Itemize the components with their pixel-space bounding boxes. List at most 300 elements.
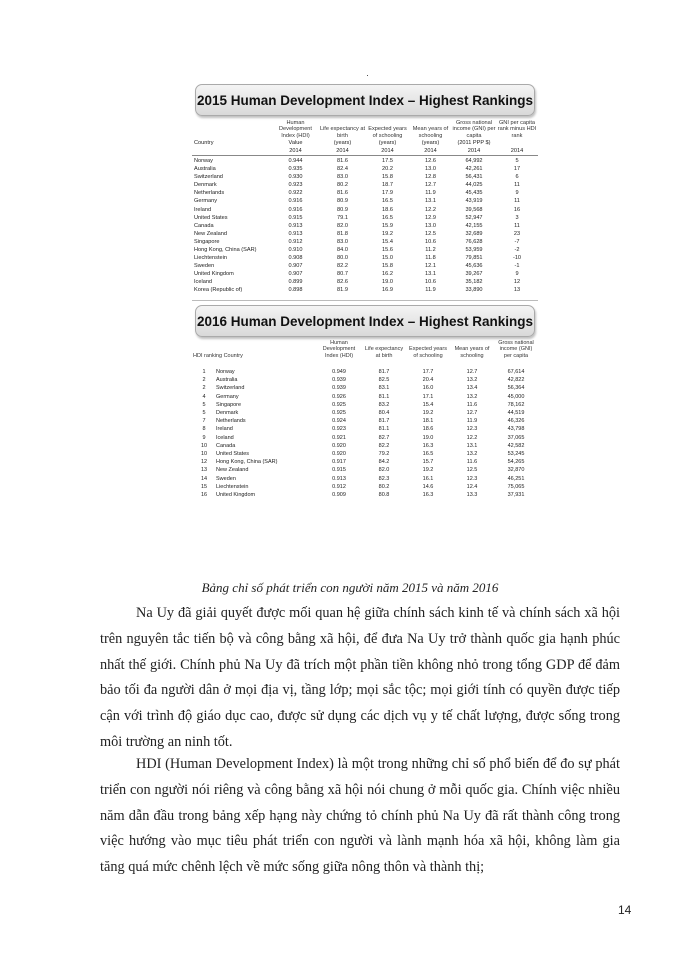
- value-cell: 45,000: [507, 393, 525, 400]
- value-cell: 11.9: [425, 190, 436, 197]
- value-cell: 32,870: [507, 467, 525, 474]
- table-row: [192, 384, 538, 392]
- value-cell: 0.909: [332, 491, 346, 498]
- country-cell: Norway: [216, 368, 235, 375]
- value-cell: 16.2: [382, 270, 393, 277]
- table-row: [192, 434, 538, 442]
- value-cell: 6: [515, 174, 519, 181]
- table-row: [192, 278, 538, 286]
- value-cell: 19.0: [382, 278, 393, 285]
- table-row: [192, 222, 538, 230]
- value-cell: 16.3: [422, 442, 434, 449]
- table-row: [192, 442, 538, 450]
- country-cell: Korea (Republic of): [194, 286, 243, 293]
- value-cell: 0.908: [288, 254, 303, 261]
- value-cell: 17.1: [422, 393, 434, 400]
- value-cell: 43,798: [507, 426, 525, 433]
- table-row: [192, 165, 538, 173]
- rank-cell: 15: [200, 483, 208, 490]
- table-2015-subheader: [192, 139, 538, 147]
- value-cell: 82.0: [378, 467, 390, 474]
- rank-cell: 9: [202, 434, 206, 441]
- rank-cell: 4: [202, 393, 206, 400]
- value-cell: 12.5: [425, 230, 436, 237]
- value-cell: 46,326: [507, 418, 525, 425]
- value-cell: 83.1: [378, 385, 390, 392]
- value-cell: 11.9: [425, 286, 436, 293]
- value-cell: 23: [513, 230, 521, 237]
- value-cell: 5: [496, 156, 538, 166]
- value-cell: 13.2: [466, 393, 478, 400]
- rank-cell: 1: [202, 368, 206, 375]
- value-cell: 15.4: [382, 238, 393, 245]
- value-cell: 0.915: [332, 467, 346, 474]
- value-cell: 80.2: [378, 483, 390, 490]
- value-cell: 19.2: [382, 230, 393, 237]
- header-cell: Gross national income (GNI) per capita: [498, 340, 534, 359]
- value-cell: 0.926: [332, 393, 346, 400]
- table-row: [192, 483, 538, 491]
- value-cell: 81.1: [378, 393, 390, 400]
- rank-cell: 5: [202, 409, 206, 416]
- value-cell: 82.2: [378, 442, 390, 449]
- value-cell: 80.7: [337, 270, 348, 277]
- value-cell: 79.2: [378, 450, 390, 457]
- value-cell: 0.922: [288, 190, 303, 197]
- value-cell: 12.3: [466, 475, 478, 482]
- value-cell: 11.9: [466, 418, 478, 425]
- country-cell: United Kingdom: [216, 491, 256, 498]
- body-paragraph: [100, 601, 620, 756]
- value-cell: 42,582: [507, 442, 525, 449]
- value-cell: 20.4: [422, 377, 434, 384]
- page-mark: ·: [366, 70, 369, 80]
- table-row: [192, 417, 538, 425]
- country-cell: Sweden: [194, 262, 215, 269]
- value-cell: 11.6: [466, 401, 478, 408]
- table-2015: [192, 120, 538, 294]
- value-cell: 0.907: [288, 270, 303, 277]
- country-cell: Hong Kong, China (SAR): [216, 459, 278, 466]
- header-cell: Life expectancy at birth: [364, 346, 404, 359]
- value-cell: 0.913: [332, 475, 346, 482]
- country-cell: Netherlands: [194, 190, 225, 197]
- value-cell: 12.7: [466, 409, 478, 416]
- value-cell: 0.944: [272, 156, 319, 166]
- value-cell: 18.6: [422, 426, 434, 433]
- value-cell: 0.935: [288, 166, 303, 173]
- value-cell: 15.6: [382, 246, 393, 253]
- table-row: [192, 181, 538, 189]
- value-cell: 0.923: [288, 182, 303, 189]
- table-row: [192, 450, 538, 458]
- value-cell: 12.6: [409, 156, 452, 166]
- value-cell: 80.4: [378, 409, 390, 416]
- value-cell: 0.913: [288, 222, 303, 229]
- year-cell: 2014: [424, 148, 437, 155]
- value-cell: 0.899: [288, 278, 303, 285]
- country-cell: Hong Kong, China (SAR): [194, 246, 257, 253]
- value-cell: 0.925: [332, 409, 346, 416]
- value-cell: -1: [514, 262, 520, 269]
- value-cell: 82.0: [337, 222, 348, 229]
- value-cell: 81.7: [378, 368, 390, 375]
- value-cell: 0.913: [288, 230, 303, 237]
- value-cell: 12: [513, 278, 521, 285]
- subheader-cell: [496, 139, 538, 147]
- country-cell: Germany: [216, 393, 239, 400]
- value-cell: 11: [514, 198, 520, 205]
- subheader-cell: (years): [333, 140, 352, 147]
- value-cell: 0.907: [288, 262, 303, 269]
- value-cell: 32,689: [465, 230, 483, 237]
- rank-cell: 5: [202, 401, 206, 408]
- rank-cell: 8: [202, 426, 206, 433]
- value-cell: 11: [514, 222, 520, 229]
- value-cell: 80.8: [378, 491, 390, 498]
- country-cell: Denmark: [216, 409, 239, 416]
- table-row: [192, 409, 538, 417]
- value-cell: 9: [515, 270, 519, 277]
- value-cell: 45,435: [465, 190, 483, 197]
- table-row: [192, 360, 538, 376]
- table-row: [192, 156, 538, 166]
- value-cell: 42,822: [507, 377, 525, 384]
- hdi-figure: [192, 84, 538, 499]
- country-cell: United States: [216, 450, 250, 457]
- value-cell: 81.1: [378, 426, 390, 433]
- country-cell: New Zealand: [216, 467, 249, 474]
- value-cell: 0.925: [332, 401, 346, 408]
- value-cell: 33,890: [465, 286, 483, 293]
- header-cell: Gross national income (GNI) per capita: [452, 120, 496, 139]
- country-cell: Singapore: [194, 238, 220, 245]
- header-cell: [192, 120, 272, 139]
- body-paragraph: [100, 752, 620, 881]
- paragraph-text: Na Uy đã giải quyết được mối quan hệ giữa chính sách kinh tế và chính sách xã hội trên nguyên tắc tiến bộ và công bằng xã hội, để đưa Na Uy trở thành quốc gia hạnh phúc nhất thế giới. Chính phủ Na Uy đã trích một phần tiền không nhỏ trong tổng GDP để đảm bảo tối đa người dân ở mọi địa vị, tầng lớp; mọi sắc tộc; mọi giới tính có quyền được tiếp cận với trình độ giáo dục cao, được sử dụng các dịch vụ y tế chất lượng, được sống trong môi trường an ninh tốt.: [100, 605, 620, 750]
- value-cell: 84.0: [337, 246, 348, 253]
- value-cell: 0.949: [332, 368, 346, 375]
- country-cell: Iceland: [216, 434, 234, 441]
- page-number: 14: [618, 903, 632, 917]
- paragraph-text: HDI (Human Development Index) là một trong những chỉ số phổ biến để đo sự phát triển con người nói riêng và công bằng xã hội nói chung ở mỗi quốc gia. Chính việc nhiều năm dẫn đầu trong bảng xếp hạng này chứng tỏ chính phủ Na Uy đã rất thành công trong việc hướng vào mục tiêu phát triển con người và lành mạnh hóa xã hội, không làm gia tăng quá mức chênh lệch về mức sống giữa nông thôn và thành thị;: [100, 756, 620, 876]
- value-cell: 12.7: [466, 368, 478, 375]
- country-cell: Sweden: [216, 475, 236, 482]
- value-cell: 13.1: [466, 442, 478, 449]
- country-cell: Iceland: [194, 278, 213, 285]
- value-cell: 10.6: [425, 278, 436, 285]
- table-row: [192, 246, 538, 254]
- value-cell: 20.2: [382, 166, 393, 173]
- value-cell: 78,162: [507, 401, 525, 408]
- value-cell: 0.917: [332, 459, 346, 466]
- table-row: [192, 230, 538, 238]
- value-cell: 13.3: [466, 491, 478, 498]
- value-cell: -2: [514, 246, 520, 253]
- value-cell: 80.9: [337, 198, 348, 205]
- value-cell: 53,959: [465, 246, 483, 253]
- header-cell: Expected years of schooling: [368, 126, 407, 139]
- value-cell: 56,364: [507, 385, 525, 392]
- value-cell: 12.4: [466, 483, 478, 490]
- value-cell: 11: [514, 182, 520, 189]
- value-cell: -7: [514, 238, 520, 245]
- value-cell: 75,065: [507, 483, 525, 490]
- value-cell: 17: [513, 166, 521, 173]
- value-cell: 0.923: [332, 426, 346, 433]
- value-cell: 16: [513, 206, 521, 213]
- value-cell: 0.910: [288, 246, 303, 253]
- value-cell: 12.1: [425, 262, 436, 269]
- subheader-cell: (years): [421, 140, 440, 147]
- value-cell: 44,519: [507, 409, 525, 416]
- value-cell: 82.6: [337, 278, 348, 285]
- value-cell: 39,568: [465, 206, 483, 213]
- country-cell: United States: [194, 214, 228, 221]
- country-cell: Australia: [216, 377, 238, 384]
- year-cell: 2014: [510, 148, 524, 155]
- country-cell: Liechtenstein: [194, 254, 227, 261]
- value-cell: 16.5: [382, 214, 393, 221]
- value-cell: 16.0: [422, 385, 434, 392]
- year-cell: 2014: [467, 148, 481, 155]
- value-cell: 80.2: [337, 182, 348, 189]
- country-cell: United Kingdom: [194, 270, 234, 277]
- value-cell: 15.7: [422, 459, 434, 466]
- value-cell: 44,025: [465, 182, 483, 189]
- value-cell: 9: [515, 190, 519, 197]
- country-cell: New Zealand: [194, 230, 227, 237]
- value-cell: 83.0: [337, 174, 348, 181]
- value-cell: 42,155: [465, 222, 483, 229]
- rank-cell: 2: [202, 385, 206, 392]
- value-cell: 82.3: [378, 475, 390, 482]
- table-row: [192, 393, 538, 401]
- rank-cell: 12: [200, 459, 208, 466]
- rank-cell: 16: [200, 491, 208, 498]
- value-cell: 11.8: [425, 254, 436, 261]
- value-cell: 37,931: [507, 491, 525, 498]
- value-cell: 0.939: [332, 377, 346, 384]
- value-cell: 43,919: [465, 198, 483, 205]
- value-cell: 82.4: [337, 166, 348, 173]
- table-row: [192, 286, 538, 294]
- value-cell: 13.4: [466, 385, 478, 392]
- value-cell: 0.912: [288, 238, 303, 245]
- value-cell: 81.6: [319, 156, 366, 166]
- value-cell: 11.6: [466, 459, 478, 466]
- value-cell: 45,636: [465, 262, 483, 269]
- country-cell: Netherlands: [216, 418, 246, 425]
- value-cell: 46,251: [507, 475, 525, 482]
- subheader-cell: (years): [378, 140, 397, 147]
- table-2016: [192, 339, 538, 499]
- value-cell: 81.8: [337, 230, 348, 237]
- value-cell: 0.921: [332, 434, 346, 441]
- value-cell: 16.1: [422, 475, 434, 482]
- value-cell: 11.2: [425, 246, 436, 253]
- value-cell: -10: [512, 254, 522, 261]
- rank-cell: 2: [202, 377, 206, 384]
- value-cell: 13.0: [425, 222, 436, 229]
- value-cell: 83.2: [378, 401, 390, 408]
- value-cell: 37,065: [507, 434, 525, 441]
- value-cell: 12.5: [466, 467, 478, 474]
- value-cell: 13.2: [466, 450, 478, 457]
- table-row: [192, 270, 538, 278]
- year-cell: 2014: [381, 148, 394, 155]
- value-cell: 79.1: [337, 214, 348, 221]
- value-cell: 18.7: [382, 182, 393, 189]
- table-row: [192, 173, 538, 181]
- country-cell: Switzerland: [194, 174, 223, 181]
- value-cell: 0.920: [332, 450, 346, 457]
- value-cell: 12.8: [425, 174, 436, 181]
- country-cell: Norway: [192, 156, 272, 166]
- value-cell: 82.5: [378, 377, 390, 384]
- rank-cell: 10: [200, 442, 208, 449]
- value-cell: 17.5: [366, 156, 409, 166]
- value-cell: 12.9: [425, 214, 436, 221]
- value-cell: 12.2: [425, 206, 436, 213]
- value-cell: 0.920: [332, 442, 346, 449]
- table-2015-years: [192, 147, 538, 156]
- value-cell: 76,628: [465, 238, 483, 245]
- value-cell: 13.0: [425, 166, 436, 173]
- value-cell: 79,851: [465, 254, 483, 261]
- value-cell: 82.2: [337, 262, 348, 269]
- country-cell: Australia: [194, 166, 216, 173]
- value-cell: 17.9: [382, 190, 393, 197]
- subheader-cell: (2011 PPP $): [457, 140, 491, 147]
- year-cell: 2014: [336, 148, 349, 155]
- value-cell: 0.916: [288, 198, 303, 205]
- value-cell: 80.9: [337, 206, 348, 213]
- value-cell: 83.0: [337, 238, 348, 245]
- value-cell: 12.7: [425, 182, 436, 189]
- header-cell: Life expectancy at birth: [319, 126, 366, 139]
- value-cell: 35,182: [465, 278, 483, 285]
- table-row: [192, 214, 538, 222]
- table-row: [192, 197, 538, 205]
- table-row: [192, 206, 538, 214]
- table-row: [192, 189, 538, 197]
- value-cell: 19.2: [422, 467, 434, 474]
- rank-cell: 7: [202, 418, 206, 425]
- value-cell: 0.916: [288, 206, 303, 213]
- value-cell: 15.8: [382, 174, 393, 181]
- country-cell: Canada: [216, 442, 236, 449]
- table-row: [192, 425, 538, 433]
- header-cell: Human Development Index (HDI): [322, 340, 356, 359]
- year-cell: 2014: [289, 148, 302, 155]
- value-cell: 81.6: [337, 190, 348, 197]
- year-cell: [192, 147, 272, 156]
- value-cell: 13.1: [425, 198, 436, 205]
- value-cell: 14.6: [422, 483, 434, 490]
- value-cell: 0.924: [332, 418, 346, 425]
- table-2015-title: 2015 Human Development Index – Highest Rankings: [195, 84, 535, 116]
- value-cell: 67,614: [507, 368, 525, 375]
- table-row: [192, 376, 538, 384]
- value-cell: 15.4: [422, 401, 434, 408]
- rank-cell: 13: [200, 467, 208, 474]
- table-row: [192, 262, 538, 270]
- value-cell: 81.7: [378, 418, 390, 425]
- value-cell: 16.9: [382, 286, 393, 293]
- table-row: [192, 466, 538, 474]
- value-cell: 10.6: [425, 238, 436, 245]
- country-cell: Singapore: [216, 401, 242, 408]
- value-cell: 52,947: [465, 214, 483, 221]
- header-cell: HDI ranking Country: [193, 352, 243, 359]
- rank-cell: 10: [200, 450, 208, 457]
- value-cell: 13: [513, 286, 521, 293]
- header-cell: Country: [194, 140, 214, 147]
- header-cell: GNI per capita rank minus HDI rank: [497, 120, 537, 139]
- value-cell: 0.939: [332, 385, 346, 392]
- figure-caption: Bảng chỉ số phát triển con người năm 2015 và năm 2016: [201, 580, 499, 595]
- table-row: [192, 254, 538, 262]
- value-cell: 13.2: [466, 377, 478, 384]
- value-cell: 84.2: [378, 459, 390, 466]
- country-cell: Germany: [194, 198, 218, 205]
- value-cell: 3: [515, 214, 519, 221]
- value-cell: 15.0: [382, 254, 393, 261]
- table-2015-header: [192, 120, 538, 139]
- table-2016-title: 2016 Human Development Index – Highest Rankings: [195, 305, 535, 337]
- table-row: [192, 491, 538, 499]
- value-cell: 16.5: [382, 198, 393, 205]
- header-cell: Human Development Index (HDI): [279, 120, 312, 139]
- table-row: [192, 458, 538, 466]
- value-cell: 15.8: [382, 262, 393, 269]
- value-cell: 64,992: [452, 156, 496, 166]
- value-cell: 12.3: [466, 426, 478, 433]
- header-cell: Mean years of schooling: [454, 346, 490, 359]
- country-cell: Switzerland: [216, 385, 245, 392]
- table-row: [192, 475, 538, 483]
- header-cell: Expected years of schooling: [409, 346, 447, 359]
- value-cell: 12.2: [466, 434, 478, 441]
- table-row: [192, 238, 538, 246]
- country-cell: Denmark: [194, 182, 217, 189]
- value-cell: 13.1: [425, 270, 436, 277]
- value-cell: 18.1: [422, 418, 434, 425]
- value-cell: 80.0: [337, 254, 348, 261]
- value-cell: 17.7: [422, 368, 434, 375]
- value-cell: 42,261: [465, 166, 483, 173]
- rank-cell: 14: [200, 475, 208, 482]
- subheader-cell: Value: [288, 140, 303, 147]
- value-cell: 19.0: [422, 434, 434, 441]
- value-cell: 0.930: [288, 174, 303, 181]
- country-cell: Liechtenstein: [216, 483, 249, 490]
- value-cell: 39,267: [465, 270, 483, 277]
- value-cell: 18.6: [382, 206, 393, 213]
- value-cell: 56,431: [465, 174, 483, 181]
- country-cell: Ireland: [194, 206, 212, 213]
- value-cell: 15.9: [382, 222, 393, 229]
- country-cell: Canada: [194, 222, 214, 229]
- value-cell: 81.9: [337, 286, 348, 293]
- value-cell: 16.5: [422, 450, 434, 457]
- table-2016-header: [192, 339, 538, 360]
- value-cell: 16.3: [422, 491, 434, 498]
- value-cell: 19.2: [422, 409, 434, 416]
- value-cell: 0.912: [332, 483, 346, 490]
- table-row: [192, 401, 538, 409]
